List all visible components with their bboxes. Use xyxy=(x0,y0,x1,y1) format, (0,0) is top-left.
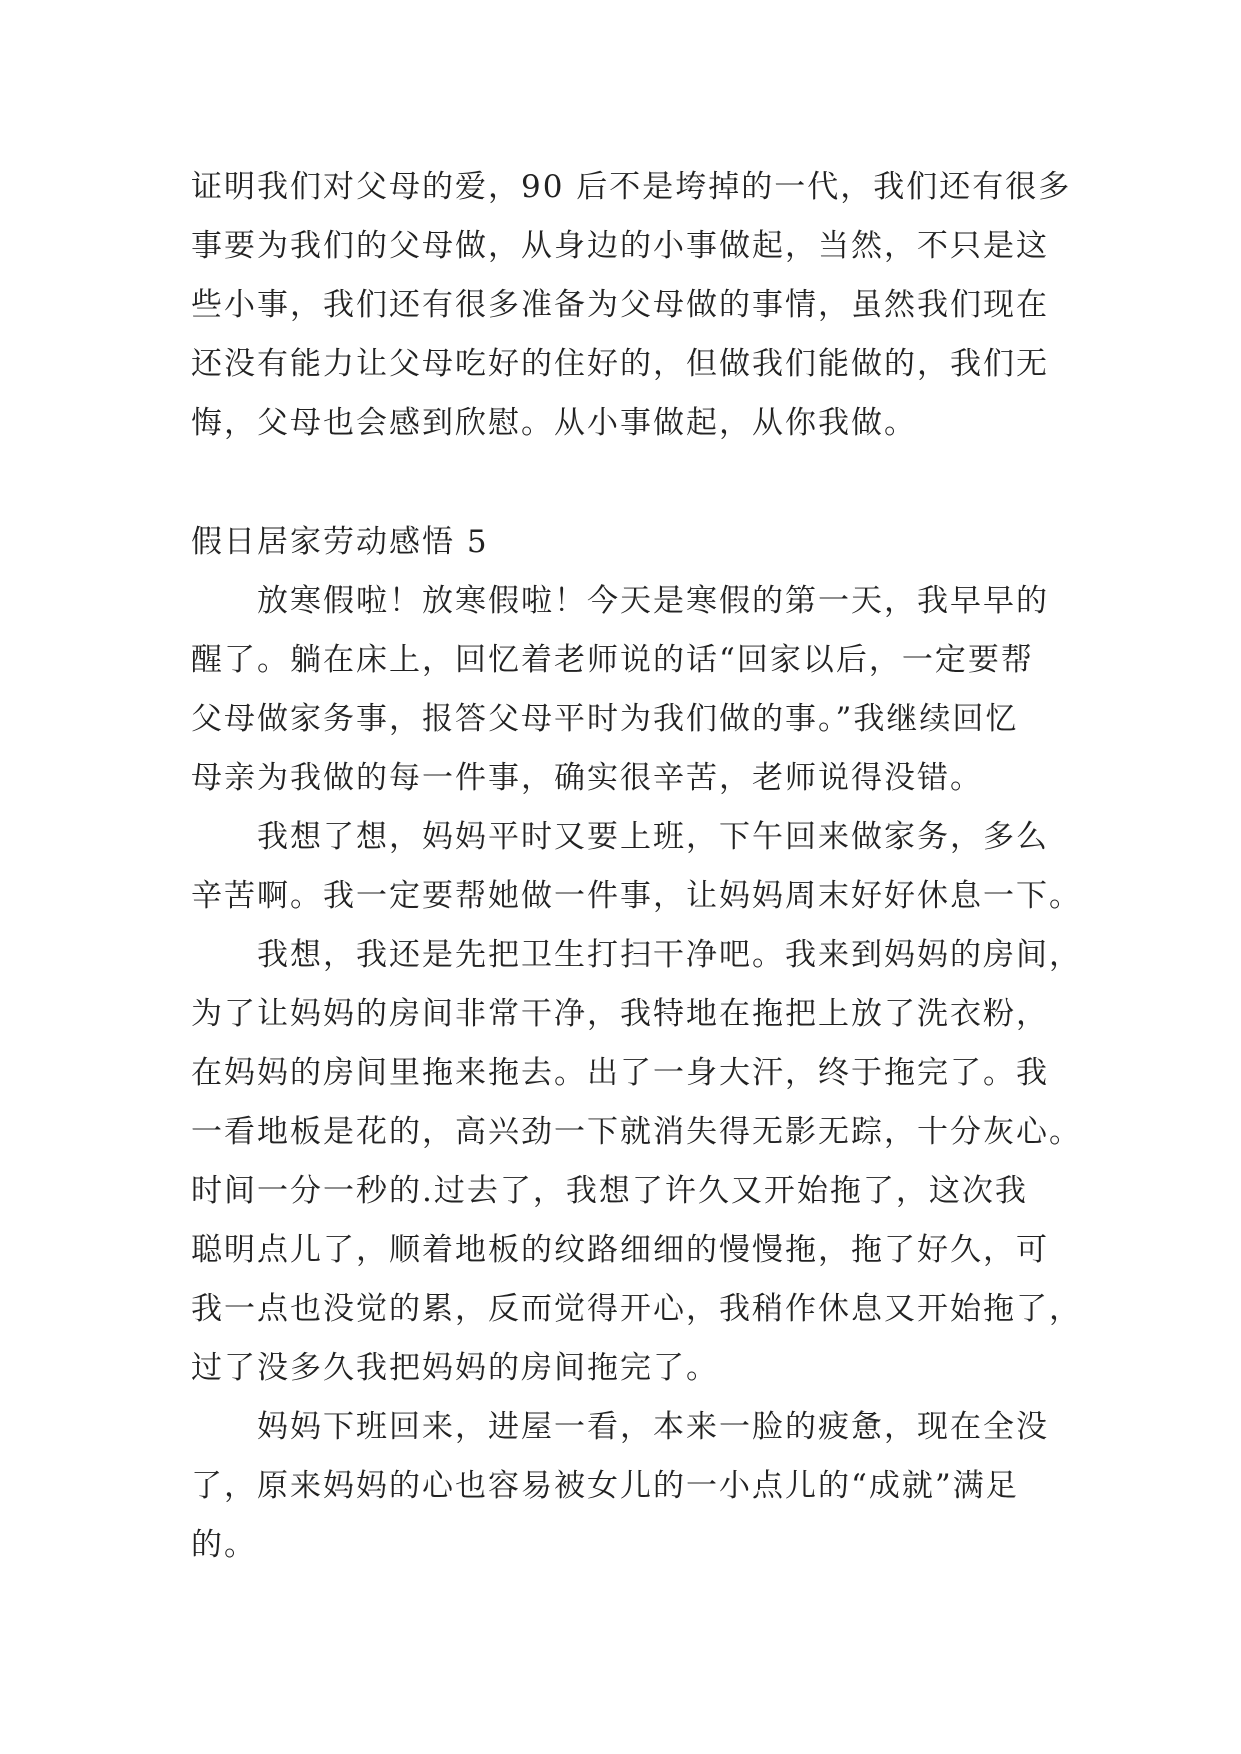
text-line: 证明我们对父母的爱，90 后不是垮掉的一代，我们还有很多 xyxy=(191,169,1072,205)
text-line: 父母做家务事，报答父母平时为我们做的事。”我继续回忆 xyxy=(191,701,1019,737)
text-line: 醒了。躺在床上，回忆着老师说的话“回家以后，一定要帮 xyxy=(191,642,1034,678)
text-line: 一看地板是花的，高兴劲一下就消失得无影无踪，十分灰心。 xyxy=(191,1114,1082,1150)
section-title: 假日居家劳动感悟 5 xyxy=(191,524,489,560)
text-line: 我想，我还是先把卫生打扫干净吧。我来到妈妈的房间， xyxy=(257,937,1082,973)
paragraph-3 xyxy=(191,926,1082,1398)
paragraph-2 xyxy=(191,808,1082,926)
section-spacer xyxy=(191,453,1051,513)
intro-paragraph xyxy=(191,158,1072,453)
text-line: 悔，父母也会感到欣慰。从小事做起，从你我做。 xyxy=(191,405,917,441)
document-body xyxy=(191,158,1082,1575)
paragraph-4 xyxy=(191,1398,1051,1575)
text-line: 我想了想，妈妈平时又要上班，下午回来做家务，多么 xyxy=(257,819,1049,855)
text-line: 还没有能力让父母吃好的住好的，但做我们能做的，我们无 xyxy=(191,346,1049,382)
text-line: 妈妈下班回来，进屋一看，本来一脸的疲惫，现在全没 xyxy=(257,1409,1049,1445)
text-line: 过了没多久我把妈妈的房间拖完了。 xyxy=(191,1350,719,1386)
text-line: 为了让妈妈的房间非常干净，我特地在拖把上放了洗衣粉， xyxy=(191,996,1049,1032)
text-line: 了，原来妈妈的心也容易被女儿的一小点儿的“成就”满足 xyxy=(191,1468,1019,1504)
text-line: 母亲为我做的每一件事，确实很辛苦，老师说得没错。 xyxy=(191,760,983,796)
text-line: 的。 xyxy=(191,1527,257,1563)
text-line: 我一点也没觉的累，反而觉得开心，我稍作休息又开始拖了， xyxy=(191,1291,1082,1327)
text-line: 些小事，我们还有很多准备为父母做的事情，虽然我们现在 xyxy=(191,287,1049,323)
paragraph-1 xyxy=(191,572,1051,808)
text-line: 放寒假啦！放寒假啦！今天是寒假的第一天，我早早的 xyxy=(257,583,1049,619)
text-line: 辛苦啊。我一定要帮她做一件事，让妈妈周末好好休息一下。 xyxy=(191,878,1082,914)
text-line: 时间一分一秒的.过去了，我想了许久又开始拖了，这次我 xyxy=(191,1173,1028,1209)
text-line: 聪明点儿了，顺着地板的纹路细细的慢慢拖，拖了好久，可 xyxy=(191,1232,1049,1268)
text-line: 事要为我们的父母做，从身边的小事做起，当然，不只是这 xyxy=(191,228,1049,264)
text-line: 在妈妈的房间里拖来拖去。出了一身大汗，终于拖完了。我 xyxy=(191,1055,1049,1091)
